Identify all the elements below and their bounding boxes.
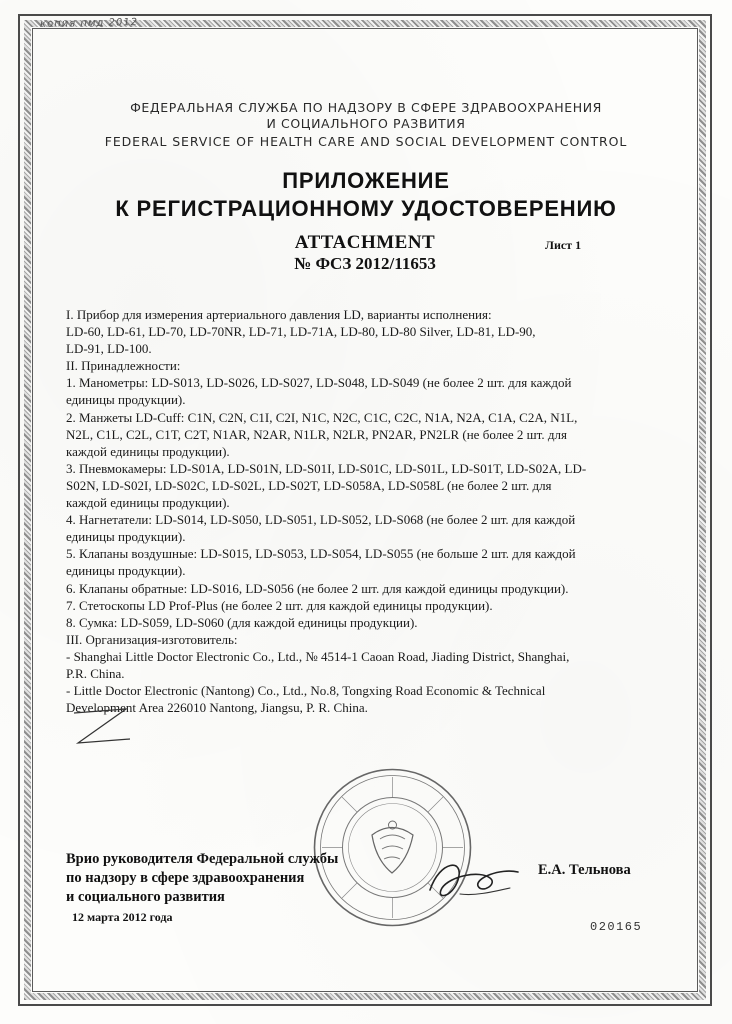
body-line: N2L, C1L, C2L, C1T, C2T, N1AR, N2AR, N1LR, N2LR, PN2AR, PN2LR (не более 2 шт. для — [66, 426, 567, 442]
body-line: единицы продукции). — [66, 392, 186, 408]
body-line: единицы продукции). — [66, 529, 186, 545]
body-line: Development Area 226010 Nantong, Jiangsu, P. R. China. — [66, 700, 368, 716]
body-line: LD-91, LD-100. — [66, 341, 152, 357]
body-line: 8. Сумка: LD-S059, LD-S060 (для каждой единицы продукции). — [66, 614, 418, 630]
signatory-title — [66, 850, 338, 907]
registration-number: № ФСЗ 2012/11653 — [294, 254, 436, 273]
header-en-line: FEDERAL SERVICE OF HEALTH CARE AND SOCIAL DEVELOPMENT CONTROL — [104, 134, 628, 149]
signature-scribble — [420, 850, 530, 910]
strike-mark — [66, 705, 136, 750]
body-line: 3. Пневмокамеры: LD-S01A, LD-S01N, LD-S01I, LD-S01C, LD-S01L, LD-S01T, LD-S02A, LD- — [66, 460, 587, 476]
body-line: 2. Манжеты LD-Cuff: C1N, C2N, C1I, C2I, N1C, N2C, C1C, C2C, N1A, N2A, C1A, C2A, N1L, — [66, 409, 578, 425]
title-line1: ПРИЛОЖЕНИЕ — [282, 168, 450, 193]
body-line: P.R. China. — [66, 665, 125, 681]
body-line: - Shanghai Little Doctor Electronic Co., Ltd., № 4514-1 Caoan Road, Jiading District, Shanghai, — [66, 648, 570, 664]
body-line: LD-60, LD-61, LD-70, LD-70NR, LD-71, LD-71A, LD-80, LD-80 Silver, LD-81, LD-90, — [66, 324, 536, 340]
body-line: 1. Манометры: LD-S013, LD-S026, LD-S027, LD-S048, LD-S049 (не более 2 шт. для каждой — [66, 375, 572, 391]
handwritten-note: копия пмд 2012 — [39, 17, 139, 30]
header-ru-line2: И СОЦИАЛЬНОГО РАЗВИТИЯ — [266, 116, 466, 131]
body-line: S02N, LD-S02I, LD-S02C, LD-S02L, LD-S02T, LD-S058A, LD-S058L (не более 2 шт. для — [66, 477, 552, 493]
body-text — [66, 306, 652, 716]
sheet-number: Лист 1 — [545, 238, 582, 252]
body-line: - Little Doctor Electronic (Nantong) Co., Ltd., No.8, Tongxing Road Economic & Technical — [66, 683, 546, 699]
body-line: 7. Стетоскопы LD Prof-Plus (не более 2 шт. для каждой единицы продукции). — [66, 597, 493, 613]
signatory-line3: и социального развития — [66, 889, 225, 905]
body-line: 4. Нагнетатели: LD-S014, LD-S050, LD-S051, LD-S052, LD-S068 (не более 2 шт. для каждой — [66, 512, 576, 528]
body-line: III. Организация-изготовитель: — [66, 631, 238, 647]
signatory-line1: Врио руководителя Федеральной службы — [66, 851, 339, 867]
header-ru-line1: ФЕДЕРАЛЬНАЯ СЛУЖБА ПО НАДЗОРУ В СФЕРЕ ЗДРАВООХРАНЕНИЯ — [130, 100, 602, 115]
body-line: II. Принадлежности: — [66, 358, 181, 374]
body-line: каждой единицы продукции). — [66, 443, 230, 459]
attachment-heading: ATTACHMENT — [294, 232, 436, 253]
signatory-line2: по надзору в сфере здравоохранения — [66, 870, 305, 886]
signatory-name: Е.А. Тельнова — [538, 862, 631, 878]
body-line: единицы продукции). — [66, 563, 186, 579]
body-line: каждой единицы продукции). — [66, 495, 230, 511]
body-line: 5. Клапаны воздушные: LD-S015, LD-S053, LD-S054, LD-S055 (не больше 2 шт. для каждой — [66, 546, 576, 562]
serial-number: 020165 — [590, 920, 643, 934]
body-line: 6. Клапаны обратные: LD-S016, LD-S056 (не более 2 шт. для каждой единицы продукции). — [66, 580, 569, 596]
issue-date: 12 марта 2012 года — [72, 910, 173, 924]
body-line: I. Прибор для измерения артериального давления LD, варианты исполнения: — [66, 307, 492, 322]
title-line2: К РЕГИСТРАЦИОННОМУ УДОСТОВЕРЕНИЮ — [115, 196, 617, 221]
